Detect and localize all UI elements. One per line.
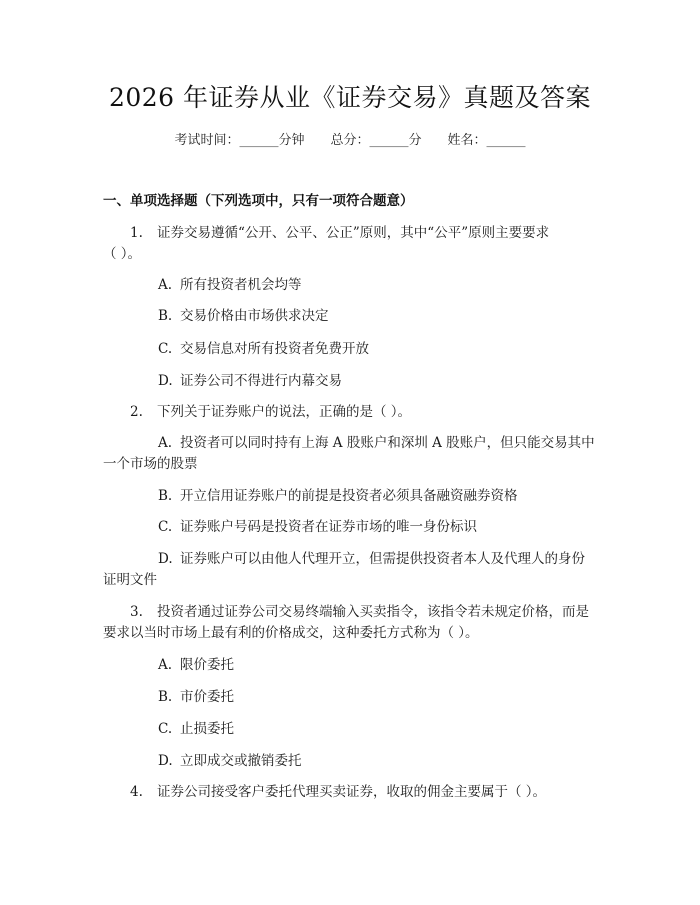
question-3-option-a: [158, 654, 234, 676]
question-3-stem-cont: 要求以当时市场上最有利的价格成交，这种委托方式称为（ ）。: [103, 625, 479, 641]
question-3-option-b: [158, 686, 234, 708]
question-3-option-d: [158, 750, 302, 772]
option-key: D.: [158, 753, 173, 769]
option-key: A.: [158, 657, 173, 673]
exam-time-field: 考试时间：______分钟: [174, 133, 305, 148]
option-key: C.: [158, 721, 173, 737]
option-key: B.: [158, 689, 173, 705]
question-number: 3.: [130, 604, 143, 620]
option-text: 交易价格由市场供求决定: [180, 308, 329, 324]
option-key: D.: [158, 551, 173, 567]
option-key: B.: [158, 308, 173, 324]
option-text: 限价委托: [180, 657, 234, 673]
question-text: 证券公司接受客户委托代理买卖证券，收取的佣金主要属于（ ）。: [157, 784, 547, 800]
option-text: 交易信息对所有投资者免费开放: [180, 341, 369, 357]
question-text: 投资者通过证券公司交易终端输入买卖指令，该指令若未规定价格，而是: [157, 604, 589, 620]
option-text: 所有投资者机会均等: [180, 277, 302, 293]
question-number: 2.: [130, 404, 143, 420]
question-3-stem: [130, 601, 589, 623]
question-number: 4.: [130, 784, 143, 800]
option-key: C.: [158, 519, 173, 535]
question-3-option-c: [158, 718, 234, 740]
option-text: 证券账户号码是投资者在证券市场的唯一身份标识: [180, 519, 477, 535]
option-text: 证券账户可以由他人代理开立，但需提供投资者本人及代理人的身份: [180, 551, 585, 567]
question-1-option-b: [158, 305, 329, 327]
exam-meta: [0, 131, 700, 151]
option-key: A.: [158, 435, 173, 451]
question-text: 证券交易遵循“公开、公平、公正”原则，其中“公平”原则主要要求: [157, 225, 550, 241]
name-field: 姓名：______: [447, 133, 526, 148]
question-1-option-d: [158, 370, 342, 392]
question-2-stem: [130, 401, 411, 423]
document-title: 2026 年证券从业《证券交易》真题及答案: [108, 83, 592, 112]
option-text: 立即成交或撤销委托: [180, 753, 302, 769]
option-text: 止损委托: [180, 721, 234, 737]
option-key: D.: [158, 373, 173, 389]
total-score-field: 总分：______分: [330, 133, 422, 148]
question-number: 1.: [130, 225, 143, 241]
option-text: 市价委托: [180, 689, 234, 705]
question-2-option-b: [158, 485, 518, 507]
section-heading: 一、单项选择题（下列选项中，只有一项符合题意）: [103, 193, 414, 209]
question-2-option-a-cont: 一个市场的股票: [103, 456, 198, 472]
option-text: 投资者可以同时持有上海 A 股账户和深圳 A 股账户，但只能交易其中: [180, 435, 595, 451]
option-text: 开立信用证券账户的前提是投资者必须具备融资融券资格: [180, 488, 518, 504]
question-2-option-a: [158, 432, 595, 454]
question-2-option-d-cont: 证明文件: [103, 572, 157, 588]
option-text: 证券公司不得进行内幕交易: [180, 373, 342, 389]
question-1-option-c: [158, 338, 369, 360]
option-key: A.: [158, 277, 173, 293]
option-key: B.: [158, 488, 173, 504]
question-1-stem: [130, 222, 549, 244]
question-2-option-d: [158, 548, 585, 570]
question-text: 下列关于证券账户的说法，正确的是（ ）。: [157, 404, 412, 420]
question-1-stem-cont: （ ）。: [103, 246, 142, 262]
question-1-option-a: [158, 274, 302, 296]
question-2-option-c: [158, 516, 477, 538]
option-key: C.: [158, 341, 173, 357]
question-4-stem: [130, 781, 546, 803]
